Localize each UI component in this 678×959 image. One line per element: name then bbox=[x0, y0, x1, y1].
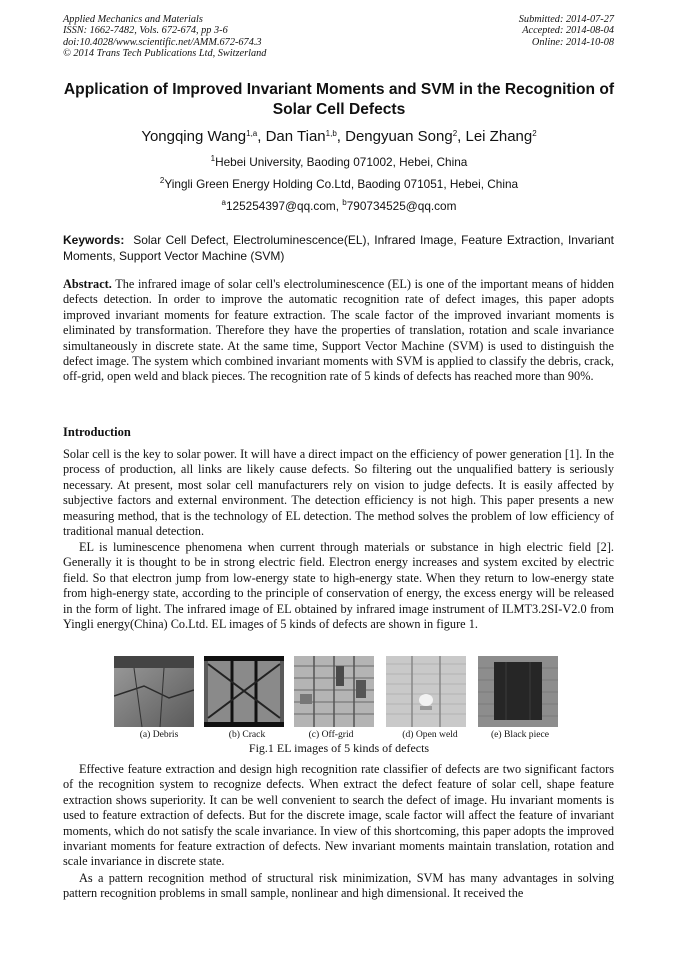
abstract-label: Abstract. bbox=[63, 277, 112, 291]
paper-title: Application of Improved Invariant Moments and SVM in the Recognition of Solar Cell Defects bbox=[63, 81, 615, 118]
author-separator: , bbox=[336, 128, 346, 145]
figure-title: Fig.1 EL images of 5 kinds of defects bbox=[248, 741, 430, 755]
copyright-line: © 2014 Trans Tech Publications Ltd, Switzerland bbox=[63, 48, 267, 60]
doi-line: doi:10.4028/www.scientific.net/AMM.672-674.3 bbox=[63, 36, 262, 48]
author-sup: 1,a bbox=[246, 129, 258, 138]
figure-image-open-weld bbox=[386, 656, 466, 727]
affiliation-text: Yingli Green Energy Holding Co.Ltd, Baoding 071051, Hebei, China bbox=[164, 177, 519, 191]
author-name: Dan Tian bbox=[265, 128, 326, 145]
email-separator: , bbox=[335, 199, 343, 213]
email-line bbox=[40, 199, 638, 213]
affiliation-sup: 2 bbox=[159, 176, 165, 185]
author-sup: 2 bbox=[452, 129, 458, 138]
email-b: 790734525@qq.com bbox=[346, 199, 457, 213]
abstract bbox=[63, 277, 614, 385]
section-heading-introduction: Introduction bbox=[63, 425, 131, 439]
affiliation-2 bbox=[40, 177, 638, 191]
figure-1 bbox=[112, 656, 568, 728]
affiliation-1 bbox=[40, 155, 638, 169]
accepted-date: Accepted: 2014-08-04 bbox=[522, 25, 614, 37]
author-list bbox=[40, 128, 638, 145]
dates-header bbox=[519, 14, 614, 48]
intro-paragraph-2: EL is luminescence phenomena when current through materials or substance in high electric field [2]. Generally it is thought to be in strong electric field. Electron energy increases and system excited by electric field. So that electron jump from low-energy state to high-energy state. When they return to low-energy state from high-energy state, according to the principle of conservation of energy, the excess energy will be released in the form of light. The infrared image of EL obtained by infrared image instrument of ILMT3.2SI-V2.0 from Yingli energy(China) Co.Ltd. EL images of 5 kinds of defects are shown in figure 1. bbox=[63, 540, 614, 632]
figure-image-crack bbox=[204, 656, 284, 727]
figure-caption-c: (c) Off-grid bbox=[308, 729, 354, 740]
figure-caption-e: (e) Black piece bbox=[490, 729, 550, 740]
figure-image-off-grid bbox=[294, 656, 374, 727]
submitted-date: Submitted: 2014-07-27 bbox=[518, 14, 614, 25]
affiliation-sup: 1 bbox=[210, 154, 216, 163]
email-sup: b bbox=[342, 198, 347, 207]
figure-caption-a: (a) Debris bbox=[139, 729, 179, 740]
keywords-text: Solar Cell Defect, Electroluminescence(EL), Infrared Image, Feature Extraction, Invariant Moments, Support Vector Machine (SVM) bbox=[63, 233, 614, 263]
keywords-label: Keywords: bbox=[63, 233, 125, 247]
author-sup: 1,b bbox=[325, 129, 337, 138]
issn-line: ISSN: 1662-7482, Vols. 672-674, pp 3-6 bbox=[63, 25, 228, 37]
author-name: Dengyuan Song bbox=[345, 128, 453, 145]
figure-caption-b: (b) Crack bbox=[228, 729, 266, 740]
abstract-text: The infrared image of solar cell's electroluminescence (EL) is one of the important means of hidden defects detection. In order to improve the automatic recognition rate of defect images, this paper adopts improved invariant moments for feature extraction. The scale factor of the improved invariant moments is eliminated by transformation. Therefore they have the properties of translation, rotation and scale invariance simultaneously in discrete state. At the same time, Support Vector Machine (SVM) is used to distinguish the defect image. The system which combined invariant moments with SVM is applied to classify the debris, crack, off-grid, open weld and black pieces. The recognition rate of 5 kinds of defects has reached more than 90%. bbox=[63, 277, 614, 384]
author-name: Yongqing Wang bbox=[141, 128, 247, 145]
online-date: Online: 2014-10-08 bbox=[531, 36, 614, 48]
figure-image-black-piece bbox=[478, 656, 558, 727]
author-separator: , bbox=[457, 128, 466, 145]
intro-paragraph-4: As a pattern recognition method of structural risk minimization, SVM has many advantages in solving pattern recognition problems in small sample, nonlinear and high dimensional. It received the bbox=[63, 871, 614, 901]
affiliation-text: Hebei University, Baoding 071002, Hebei, China bbox=[215, 155, 468, 169]
figure-caption-d: (d) Open weld bbox=[402, 729, 458, 740]
figure-image-debris bbox=[114, 656, 194, 727]
author-separator: , bbox=[257, 128, 266, 145]
author-sup: 2 bbox=[532, 129, 537, 138]
email-sup: a bbox=[221, 198, 226, 207]
intro-paragraph-3: Effective feature extraction and design high recognition rate classifier of defects are two significant factors of the recognition system to recognize defects. When extract the defect feature of solar cell, shape feature extraction shows superiority. It can be well convenient to search the defect of image. Hu invariant moments is used to feature extraction of defects. But for the discrete image, scale factor will affect the feature of invariant moments, which do not satisfy the scale invariance. In view of this shortcoming, this paper adopts the improved invariant moments for feature extraction of defects. New invariant moments maintain translation, rotation and scale invariance in discrete state. bbox=[63, 762, 614, 869]
email-a: 125254397@qq.com bbox=[226, 199, 336, 213]
intro-paragraph-1: Solar cell is the key to solar power. It will have a direct impact on the efficiency of power generation [1]. In the process of production, all links are likely cause defects. So filtering out the unqualified battery is seriously necessary. At present, most solar cell manufacturers rely on vision to judge defects. It is easily affected by subjective factors and external environment. The detection efficiency is not high. This paper presents a new measuring method, that is the technology of EL detection. The method solves the problem of low efficiency of traditional manual detection. bbox=[63, 447, 614, 539]
journal-name: Applied Mechanics and Materials bbox=[63, 14, 203, 25]
journal-header bbox=[63, 14, 266, 60]
keywords bbox=[63, 233, 614, 264]
author-name: Lei Zhang bbox=[465, 128, 533, 145]
